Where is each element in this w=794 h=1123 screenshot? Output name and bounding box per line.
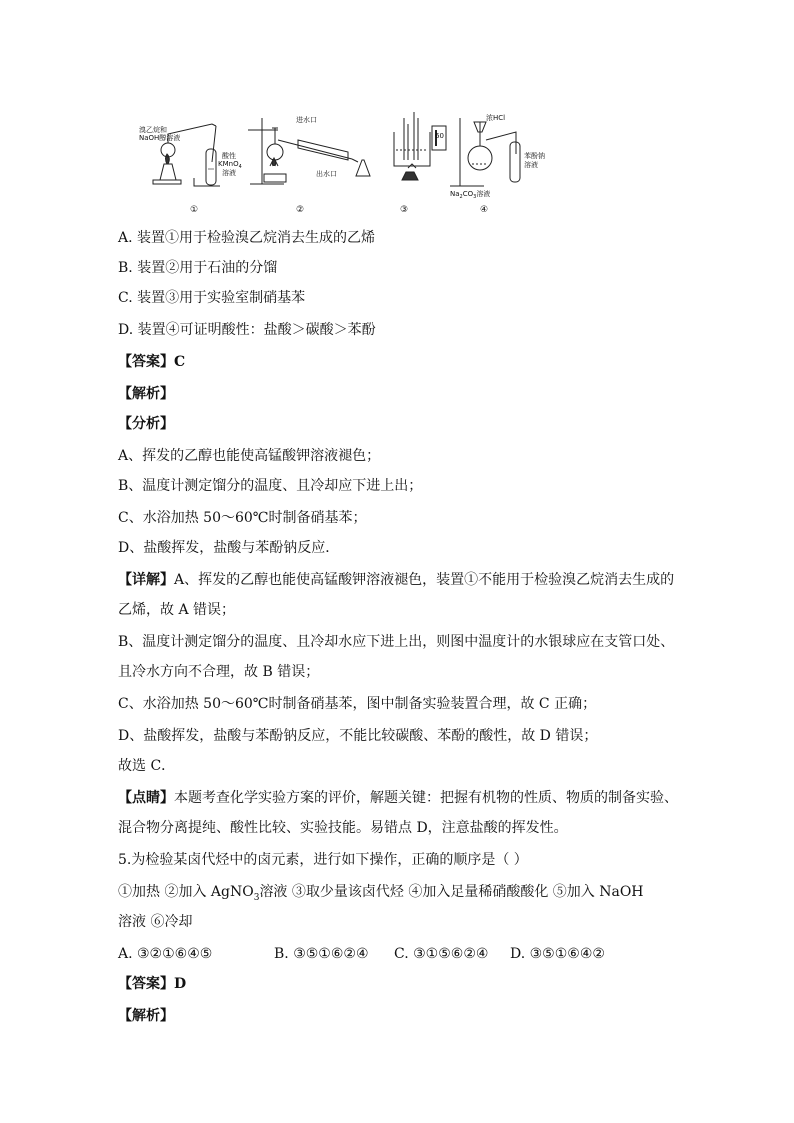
apparatus-4 [450, 118, 520, 186]
q4-analysis-a: A、挥发的乙醇也能使高锰酸钾溶液褪色； [118, 448, 381, 464]
label-a4-text: KMnO [218, 160, 239, 168]
label-d4 [450, 189, 490, 200]
label-a3: 酸性 [222, 152, 236, 160]
q4-option-a: A. 装置①用于检验溴乙烷消去生成的乙烯 [118, 230, 376, 246]
q5-option-b: B. ③⑤①⑥②④ [274, 946, 369, 962]
label-b2: 出水口 [316, 170, 337, 178]
label-c1: 60 [435, 132, 444, 140]
q5-option-d: D. ③⑤①⑥④② [510, 946, 605, 962]
label-d4-text: Na [450, 190, 460, 198]
label-d5-text: CO [462, 190, 474, 198]
q5-steps-line2: 溶液 ⑥冷却 [118, 914, 193, 930]
q5-stem: 5.为检验某卤代烃中的卤元素，进行如下操作，正确的顺序是（ ） [118, 852, 528, 868]
label-d3: 溶液 [524, 161, 538, 169]
caption-1: ① [190, 205, 199, 215]
q4-fenxi-heading: 【分析】 [118, 416, 174, 432]
q5-steps-line1 [118, 882, 644, 908]
apparatus-3 [394, 112, 446, 180]
q4-detail-c: C、水浴加热 50～60℃时制备硝基苯，图中制备实验装置合理，故 C 正确； [118, 696, 597, 712]
q4-dianjing-2: 混合物分离提纯、酸性比较、实验技能。易错点 D，注意盐酸的挥发性。 [118, 820, 568, 836]
label-d5-sub: 3 [473, 194, 477, 200]
q5-option-a: A. ③②①⑥④⑤ [118, 946, 213, 962]
q4-detail-b: B、温度计测定馏分的温度、且冷却水应下进上出，则图中温度计的水银球应在支管口处、 [118, 634, 675, 650]
q5-steps-1a: ①加热 ②加入 AgNO [118, 884, 254, 900]
q4-dianjing-heading: 【点睛】 [118, 790, 174, 806]
q5-jiexi-heading: 【解析】 [118, 1008, 174, 1024]
label-d6-text: 溶液 [476, 190, 491, 198]
label-a4-sub: 4 [238, 164, 242, 170]
apparatus-diagram [138, 104, 558, 216]
q4-jiexi-heading: 【解析】 [118, 386, 174, 402]
caption-3: ③ [400, 205, 409, 215]
q4-option-d: D. 装置④可证明酸性：盐酸＞碳酸＞苯酚 [118, 322, 376, 338]
q5-steps-sub: 3 [253, 892, 260, 903]
label-d4-sub: 2 [459, 194, 463, 200]
apparatus-2 [248, 118, 370, 184]
caption-4: ④ [480, 205, 489, 215]
q4-detail-heading: 【详解】 [118, 572, 174, 588]
q5-steps-1b: 溶液 ③取少量该卤代烃 ④加入足量稀硝酸酸化 ⑤加入 NaOH [259, 884, 644, 900]
q4-option-c: C. 装置③用于实验室制硝基苯 [118, 290, 306, 306]
q5-options [118, 944, 605, 964]
label-a1: 溴乙烷和 [139, 126, 167, 134]
label-a5: 溶液 [222, 169, 236, 177]
q4-detail-d: D、盐酸挥发，盐酸与苯酚钠反应，不能比较碳酸、苯酚的酸性，故 D 错误； [118, 728, 598, 744]
q4-analysis-c: C、水浴加热 50～60℃时制备硝基苯； [118, 510, 367, 526]
q4-option-b: B. 装置②用于石油的分馏 [118, 260, 278, 276]
caption-2: ② [296, 205, 305, 215]
q4-dianjing-1 [118, 788, 678, 808]
q4-detail-b2: 且冷水方向不合理，故 B 错误； [118, 664, 320, 680]
q4-analysis-d: D、盐酸挥发，盐酸与苯酚钠反应． [118, 540, 340, 556]
label-a2: NaOH醇溶液 [139, 134, 181, 142]
q4-dianjing-text: 本题考查化学实验方案的评价，解题关键：把握有机物的性质、物质的制备实验、 [174, 790, 678, 806]
q4-conclusion: 故选 C． [118, 758, 176, 774]
q4-detail-a [118, 570, 674, 590]
q5-answer: 【答案】D [118, 976, 187, 992]
q4-answer: 【答案】C [118, 354, 186, 370]
label-d1: 浓HCl [486, 114, 506, 122]
q4-analysis-b: B、温度计测定馏分的温度、且冷却应下进上出； [118, 478, 423, 494]
q4-detail-a2: 乙烯，故 A 错误； [118, 602, 236, 618]
label-b1: 进水口 [296, 116, 317, 124]
q5-option-c: C. ③①⑤⑥②④ [394, 946, 489, 962]
q4-detail-a-text: A、挥发的乙醇也能使高锰酸钾溶液褪色，装置①不能用于检验溴乙烷消去生成的 [174, 572, 675, 588]
apparatus-figure [138, 104, 558, 216]
label-d2: 苯酚钠 [524, 152, 545, 160]
